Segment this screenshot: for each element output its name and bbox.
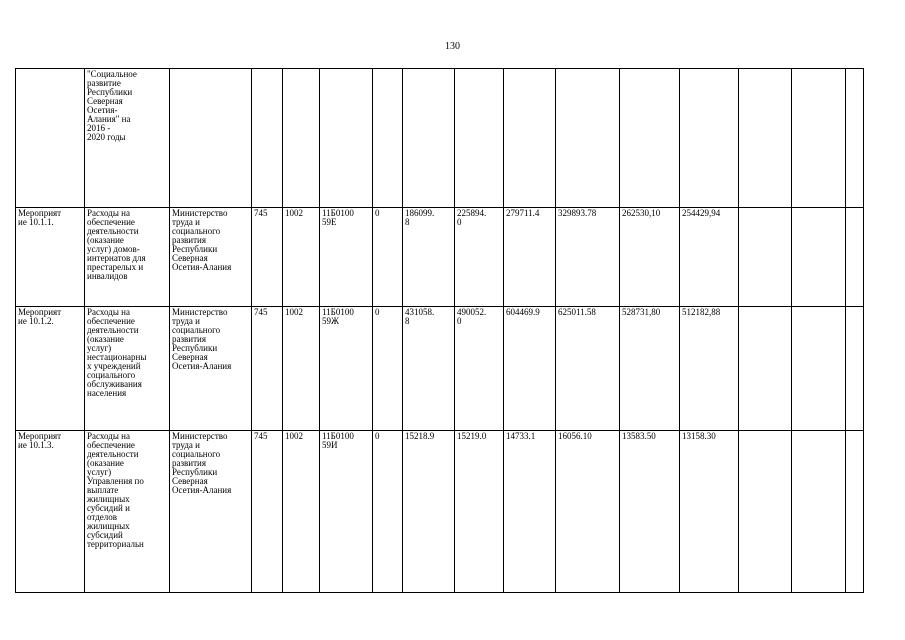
cell-value: 13583.50 [620, 431, 680, 593]
cell-csr: 11Б0100 59Ж [320, 307, 373, 431]
cell-executor: Министерство труда и социального развития Республики Северная Осетия-Алания [170, 208, 252, 307]
cell-value: 625011.58 [556, 307, 620, 431]
cell-activity-id: Мероприят ие 10.1.1. [16, 208, 85, 307]
cell-vr: 0 [373, 307, 403, 431]
cell-rzpr: 1002 [283, 307, 320, 431]
table-row-program-header [16, 69, 864, 208]
cell-activity-name: Расходы на обеспечение деятельности (оказание услуг) Управления по выплате жилищных субсидий и отделов жилищных субсидий территориальн [85, 431, 170, 593]
cell-value: 16056.10 [556, 431, 620, 593]
cell-value: 13158.30 [680, 431, 739, 593]
cell-value: 225894. 0 [455, 208, 504, 307]
cell-grbs: 745 [252, 208, 283, 307]
cell-activity-name: Расходы на обеспечение деятельности (оказание услуг) домов- интернатов для престарелых и инвалидов [85, 208, 170, 307]
cell-executor: Министерство труда и социального развития Республики Северная Осетия-Алания [170, 307, 252, 431]
budget-table [15, 68, 864, 593]
cell-value: 604469.9 [504, 307, 556, 431]
cell-empty [792, 431, 846, 593]
cell-empty [16, 69, 85, 208]
cell-value: 528731,80 [620, 307, 680, 431]
cell-executor: Министерство труда и социального развития Республики Северная Осетия-Алания [170, 431, 252, 593]
cell-value: 431058. 8 [403, 307, 455, 431]
cell-grbs: 745 [252, 307, 283, 431]
cell-vr: 0 [373, 208, 403, 307]
cell-empty [792, 208, 846, 307]
table-row [16, 431, 864, 593]
cell-empty [792, 307, 846, 431]
cell-empty [739, 431, 792, 593]
cell-rzpr: 1002 [283, 431, 320, 593]
cell-value: 15218.9 [403, 431, 455, 593]
cell-value: 279711.4 [504, 208, 556, 307]
cell-value: 490052. 0 [455, 307, 504, 431]
cell-program-name: "Социальное развитие Республики Северная Осетия- Алания" на 2016 - 2020 годы [85, 69, 170, 208]
cell-empty [846, 208, 864, 307]
cell-empty [739, 307, 792, 431]
cell-value: 186099. 8 [403, 208, 455, 307]
cell-empty [846, 307, 864, 431]
cell-activity-id: Мероприят ие 10.1.3. [16, 431, 85, 593]
cell-value: 15219.0 [455, 431, 504, 593]
cell-value: 262530,10 [620, 208, 680, 307]
cell-csr: 11Б0100 59И [320, 431, 373, 593]
table-row [16, 208, 864, 307]
cell-csr: 11Б0100 59Е [320, 208, 373, 307]
cell-activity-name: Расходы на обеспечение деятельности (оказание услуг) нестационарны х учреждений социального обслуживания населения [85, 307, 170, 431]
cell-grbs: 745 [252, 431, 283, 593]
cell-value: 329893.78 [556, 208, 620, 307]
cell-rzpr: 1002 [283, 208, 320, 307]
cell-vr: 0 [373, 431, 403, 593]
cell-value: 14733.1 [504, 431, 556, 593]
cell-value: 512182,88 [680, 307, 739, 431]
table-row [16, 307, 864, 431]
page-number: 130 [445, 41, 460, 52]
cell-empty [846, 431, 864, 593]
cell-empty [739, 208, 792, 307]
cell-activity-id: Мероприят ие 10.1.2. [16, 307, 85, 431]
cell-value: 254429,94 [680, 208, 739, 307]
